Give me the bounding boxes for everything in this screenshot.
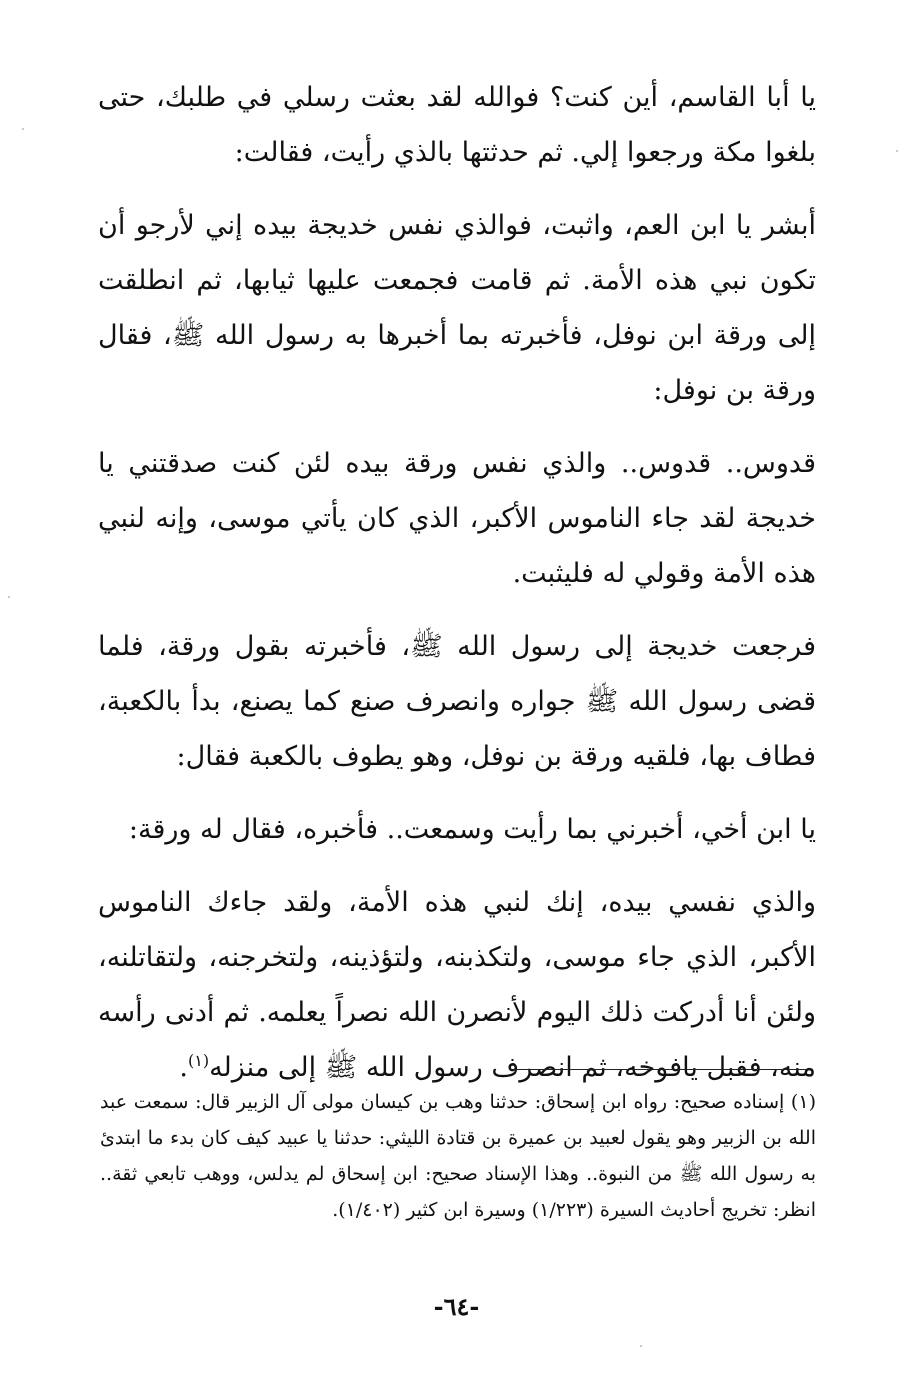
- footnotes: [100, 1084, 816, 1228]
- scan-speck: [22, 128, 24, 130]
- paragraph-5: يا ابن أخي، أخبرني بما رأيت وسمعت.. فأخبره، فقال له ورقة:: [128, 814, 816, 845]
- page-number: -٦٤-: [433, 1292, 480, 1321]
- paragraph-3: قدوس.. قدوس.. والذي نفس ورقة بيده لئن كنت صدقتني يا خديجة لقد جاء الناموس الأكبر، الذي كان يأتي موسى، وإنه لنبي هذه الأمة وقولي له فليثبت.: [98, 448, 816, 589]
- scan-speck: [896, 150, 898, 152]
- footnote-reference: (١): [187, 1051, 210, 1070]
- paragraph-1: يا أبا القاسم، أين كنت؟ فوالله لقد بعثت رسلي في طلبك، حتى بلغوا مكة ورجعوا إلي. ثم حدثتها بالذي رأيت، فقالت:: [98, 82, 816, 168]
- footnote-1: (١) إسناده صحيح: رواه ابن إسحاق: حدثنا وهب بن كيسان مولى آل الزبير قال: سمعت عبد الله بن الزبير وهو يقول لعبيد بن عميرة بن قتادة الليثي: حدثنا يا عبيد كيف كان بدء ما ابتدئ به رسول الله ﷺ من النبوة.. وهذا الإسناد صحيح: ابن إسحاق لم يدلس، ووهب تابعي ثقة.. انظر: تخريج أحاديث السيرة (١/٢٢٣) وسيرة ابن كثير (١/٤٠٢).: [100, 1091, 816, 1221]
- scan-speck: [8, 596, 10, 598]
- paragraph-6: [98, 875, 816, 1095]
- scan-speck: [640, 1345, 642, 1347]
- footnote-separator: [510, 1069, 810, 1070]
- paragraph-6-text: والذي نفسي بيده، إنك لنبي هذه الأمة، ولقد جاءك الناموس الأكبر، الذي جاء موسى، ولتكذبنه، ولتؤذينه، ولتخرجنه، ولتقاتلنه، ولئن أنا أدركت ذلك اليوم لأنصرن الله نصراً يعلمه. ثم أدنى رأسه منه، فقبل يافوخه، ثم انصرف رسول الله ﷺ إلى منزله: [98, 887, 816, 1083]
- body-text: [98, 70, 816, 1113]
- paragraph-2: أبشر يا ابن العم، واثبت، فوالذي نفس خديجة بيده إني لأرجو أن تكون نبي هذه الأمة. ثم قامت فجمعت عليها ثيابها، ثم انطلقت إلى ورقة ابن نوفل، فأخبرته بما أخبرها به رسول الله ﷺ، فقال ورقة بن نوفل:: [98, 210, 816, 406]
- paragraph-6-end: .: [179, 1052, 188, 1083]
- paragraph-4: فرجعت خديجة إلى رسول الله ﷺ، فأخبرته بقول ورقة، فلما قضى رسول الله ﷺ جواره وانصرف صنع كما يصنع، بدأ بالكعبة، فطاف بها، فلقيه ورقة بن نوفل، وهو يطوف بالكعبة فقال:: [98, 631, 816, 772]
